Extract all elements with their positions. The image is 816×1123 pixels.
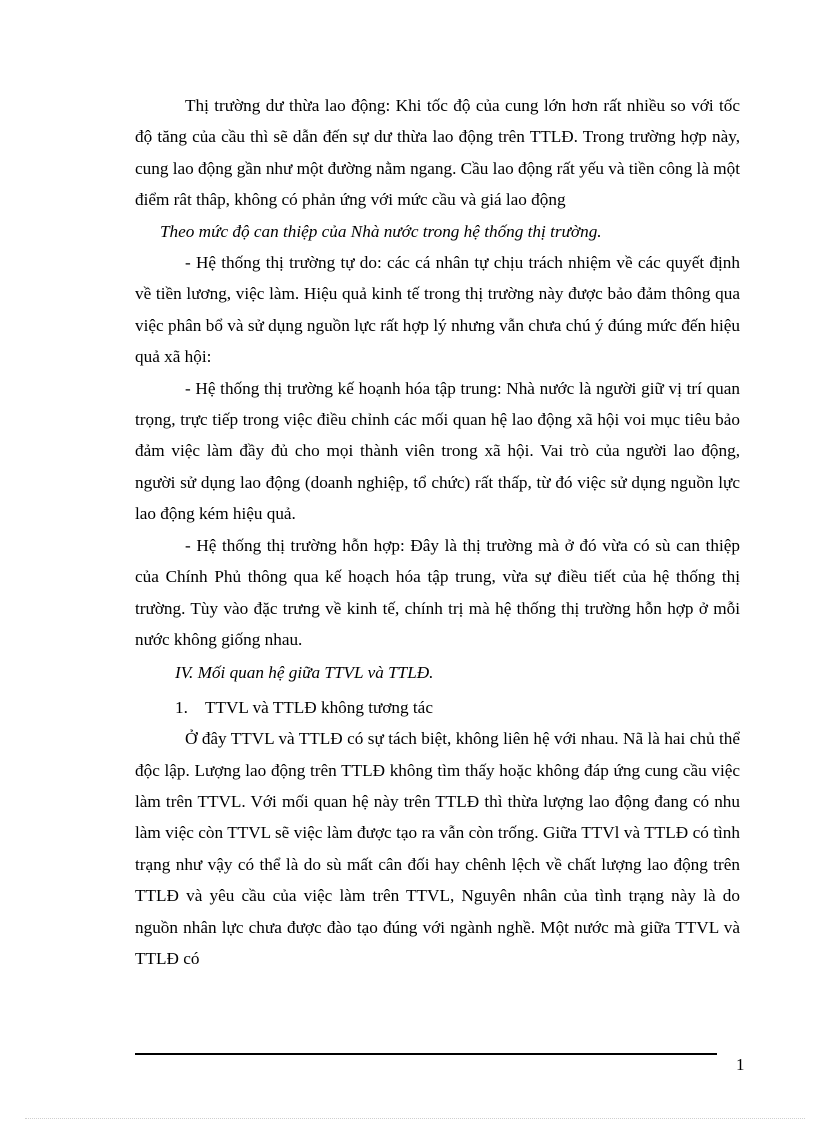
paragraph-mixed-market: - Hệ thống thị trường hỗn hợp: Đây là thị trường mà ở đó vừa có sù can thiệp của Chính Phủ thông qua kế hoạch hóa tập trung, vừa sự điều tiết của hệ thống thị trường. Tùy vào đặc trưng về kinh tế, chính trị mà hệ thống thị trường hỗn hợp ở mỗi nước không giống nhau. — [135, 535, 740, 649]
item-number: 1. — [175, 697, 188, 717]
paragraph-planned-market: - Hệ thống thị trường kế hoạnh hóa tập trung: Nhà nước là người giữ vị trí quan trọng, trực tiếp trong việc điều chỉnh các mối quan hệ lao động xã hội voi mục tiêu bảo đảm việc làm đầy đủ cho mọi thành viên trong xã hội. Vai trò của người lao động, người sử dụng lao động (doanh nghiệp, tổ chức) rất thấp, từ đó việc sử dụng nguồn lực lao động kém hiệu quả. — [135, 378, 740, 524]
paragraph-labor-surplus: Thị trường dư thừa lao động: Khi tốc độ của cung lớn hơn rất nhiều so với tốc độ tăng của cầu thì sẽ dẫn đến sự dư thừa lao động trên TTLĐ. Trong trường hợp này, cung lao động gần như một đường nằm ngang. Cầu lao động rất yếu và tiền công là một điểm rât thâp, không có phản ứng với mức cầu và giá lao động — [135, 96, 740, 210]
page-bottom-boundary — [25, 1118, 805, 1119]
paragraph-free-market: - Hệ thống thị trường tự do: các cá nhân tự chịu trách nhiệm về các quyết định về tiền lương, việc làm. Hiệu quả kinh tế trong thị trường này được bảo đảm thông qua việc phân bổ và sử dụng nguồn lực rất hợp lý nhưng vẫn chưa chú ý đúng mức đến hiệu quả xã hội: — [135, 253, 740, 367]
numbered-item-1 — [135, 689, 740, 723]
section-heading-relationship: IV. Mối quan hệ giữa TTVL và TTLĐ. — [175, 663, 434, 683]
page-number: 1 — [736, 1055, 745, 1074]
heading-state-intervention: Theo mức độ can thiệp của Nhà nước trong hệ thống thị trường. — [160, 221, 602, 241]
page-body — [135, 90, 740, 974]
footer-divider — [135, 1053, 717, 1055]
item-title: TTVL và TTLĐ không tương tác — [205, 697, 433, 717]
paragraph-no-interaction: Ở đây TTVL và TTLĐ có sự tách biệt, không liên hệ với nhau. Nã là hai chủ thể độc lập. Lượng lao động trên TTLĐ không tìm thấy hoặc không đáp ứng cung cầu việc làm trên TTVL. Với mối quan hệ này trên TTLĐ thì thừa lượng lao động đang có nhu làm việc còn TTVL sẽ việc làm được tạo ra vẫn còn trống. Giữa TTVl và TTLĐ có tình trạng như vậy có thể là do sù mất cân đối hay chênh lệch về chất lượng lao động trên TTLĐ và yêu cầu của việc làm trên TTVL, Nguyên nhân của tình trạng này là do nguồn nhân lực chưa được đào tạo đúng với ngành nghề. Một nước mà giữa TTVL và TTLĐ có — [135, 729, 740, 968]
